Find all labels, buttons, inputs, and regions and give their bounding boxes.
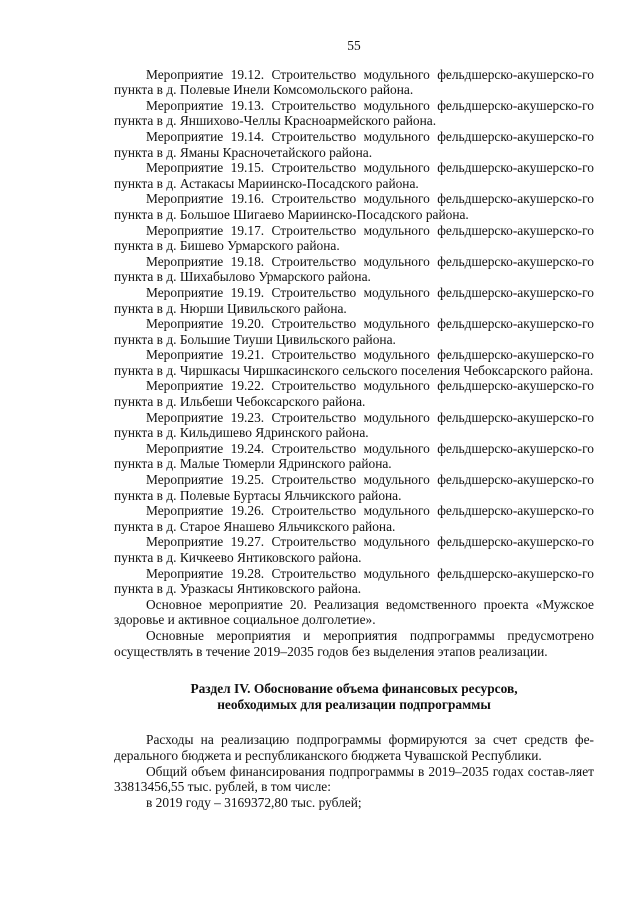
paragraph: Мероприятие 19.28. Строительство модульного фельдшерско-акушерско-го пункта в д. Уразкасы Янтиковского района.: [114, 565, 594, 597]
document-page: [114, 38, 594, 810]
paragraph: Мероприятие 19.23. Строительство модульного фельдшерско-акушерско-го пункта в д. Кильдишево Ядринского района.: [114, 409, 594, 441]
paragraph: Мероприятие 19.24. Строительство модульного фельдшерско-акушерско-го пункта в д. Малые Тюмерли Ядринского района.: [114, 440, 594, 472]
page-number: 55: [347, 38, 361, 53]
paragraph: Мероприятие 19.26. Строительство модульного фельдшерско-акушерско-го пункта в д. Старое Янашево Яльчикского района.: [114, 503, 594, 534]
paragraph: Мероприятие 19.13. Строительство модульного фельдшерско-акушерско-го пункта в д. Яншихово-Челлы Красноармейского района.: [114, 97, 594, 129]
paragraph: Мероприятие 19.25. Строительство модульного фельдшерско-акушерско-го пункта в д. Полевые Буртасы Яльчикского района.: [114, 472, 594, 503]
paragraph: Мероприятие 19.19. Строительство модульного фельдшерско-акушерско-го пункта в д. Нюрши Цивильского района.: [114, 284, 594, 316]
section-heading: [114, 681, 594, 712]
paragraph: Мероприятие 19.27. Строительство модульного фельдшерско-акушерско-го пункта в д. Кичкеево Янтиковского района.: [114, 534, 594, 565]
paragraph: Мероприятие 19.22. Строительство модульного фельдшерско-акушерско-го пункта в д. Ильбеши Чебоксарского района.: [114, 378, 594, 410]
paragraph: Мероприятие 19.20. Строительство модульного фельдшерско-акушерско-го пункта в д. Большие Тиуши Цивильского района.: [114, 316, 594, 347]
paragraph: Мероприятие 19.15. Строительство модульного фельдшерско-акушерско-го пункта в д. Астакасы Мариинско-Посадского района.: [114, 160, 594, 191]
paragraph: Мероприятие 19.18. Строительство модульного фельдшерско-акушерско-го пункта в д. Шихабылово Урмарского района.: [114, 253, 594, 285]
paragraph: Мероприятие 19.21. Строительство модульного фельдшерско-акушерско-го пункта в д. Чиршкасы Чиршкасинского сельского поселения Чебоксарского района.: [114, 347, 594, 378]
paragraph: Общий объем финансирования подпрограммы в 2019–2035 годах состав-ляет 33813456,55 тыс. рублей, в том числе:: [114, 763, 594, 795]
paragraph: Расходы на реализацию подпрограммы формируются за счет средств фе-дерального бюджета и республиканского бюджета Чувашской Республики.: [114, 732, 594, 763]
section-heading-line: Раздел IV. Обоснование объема финансовых ресурсов,: [190, 681, 518, 697]
paragraph: Мероприятие 19.16. Строительство модульного фельдшерско-акушерско-го пункта в д. Большое Шигаево Мариинско-Посадского района.: [114, 191, 594, 222]
financing-text: [114, 732, 594, 810]
paragraph: Мероприятие 19.12. Строительство модульного фельдшерско-акушерско-го пункта в д. Полевые Инели Комсомольского района.: [114, 66, 594, 98]
paragraph: Основное мероприятие 20. Реализация ведомственного проекта «Мужское здоровье и активное социальное долголетие».: [114, 596, 594, 628]
paragraph: Мероприятие 19.14. Строительство модульного фельдшерско-акушерско-го пункта в д. Яманы Красночетайского района.: [114, 128, 594, 160]
measures-list: [114, 67, 594, 660]
paragraph: в 2019 году – 3169372,80 тыс. рублей;: [146, 794, 362, 810]
paragraph: Мероприятие 19.17. Строительство модульного фельдшерско-акушерско-го пункта в д. Бишево Урмарского района.: [114, 222, 594, 254]
section-heading-line: необходимых для реализации подпрограммы: [217, 696, 491, 712]
paragraph: Основные мероприятия и мероприятия подпрограммы предусмотрено осуществлять в течение 2019–2035 годов без выделения этапов реализации.: [114, 627, 594, 659]
